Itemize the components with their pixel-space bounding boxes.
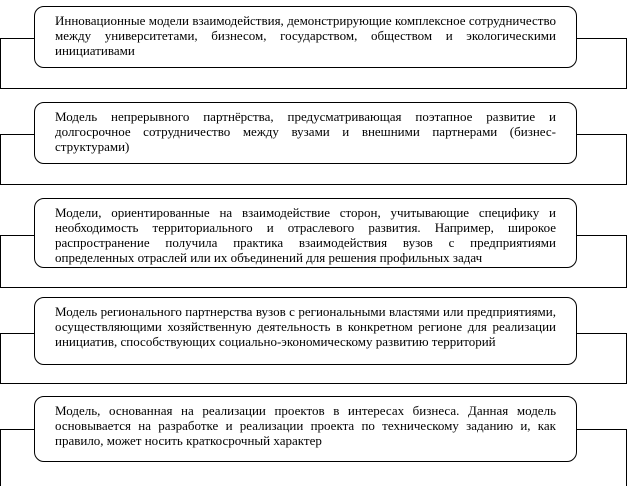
model-box-4 xyxy=(34,297,577,365)
model-box-5 xyxy=(34,396,577,462)
model-box-4-text: Модель регионального партнерства вузов с региональными властями или предприятиями, осуществляющими хозяйственную деятельность в конкретном регионе для реализации инициатив, способствующих социально-экономическому развитию территорий xyxy=(55,304,556,349)
model-box-3-text: Модели, ориентированные на взаимодействие сторон, учитывающие специфику и необходимость территориального и отраслевого развития. Например, широкое распространение получила практика взаимодействия вузов с предприятиями определенных отраслей или их объединений для решения профильных задач xyxy=(55,205,556,265)
model-box-3 xyxy=(34,198,577,268)
model-box-5-text: Модель, основанная на реализации проектов в интересах бизнеса. Данная модель основывается на разработке и реализации проекта по техническому заданию и, как правило, может носить краткосрочный характер xyxy=(55,403,556,448)
model-box-1 xyxy=(34,6,577,68)
model-box-2-text: Модель непрерывного партнёрства, предусматривающая поэтапное развитие и долгосрочное сотрудничество между вузами и внешними партнерами (бизнес-структурами) xyxy=(55,109,556,154)
model-box-2 xyxy=(34,102,577,164)
model-box-1-text: Инновационные модели взаимодействия, демонстрирующие комплексное сотрудничество между университетами, бизнесом, государством, обществом и экологическими инициативами xyxy=(55,13,556,58)
